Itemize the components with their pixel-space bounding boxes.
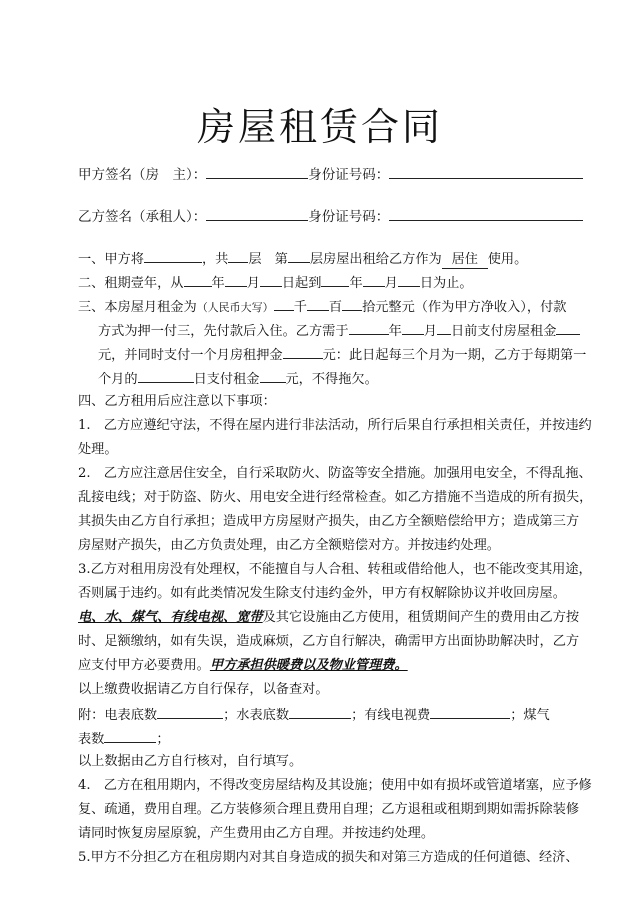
start-day-blank[interactable] xyxy=(260,272,282,287)
rent-tens-blank[interactable] xyxy=(342,296,362,311)
item-3-line-1: 3.乙方对租用房没有处理权，不能擅自与人合租、转租或借给他人，也不能改变其用途， xyxy=(78,562,592,577)
water-meter-blank[interactable] xyxy=(289,704,351,719)
electric-meter-blank[interactable] xyxy=(157,704,223,719)
pay-year-blank[interactable] xyxy=(349,320,389,335)
item-3-line-8: 以上数据由乙方自行核对，自行填写。 xyxy=(78,754,303,769)
item-3-text: 及其它设施由乙方使用，租赁期间产生的费用由乙方按 xyxy=(262,610,580,625)
item-4-line-3: 请同时恢复房屋原貌，产生费用由乙方自理。并按违约处理。 xyxy=(78,826,435,841)
start-year-blank[interactable] xyxy=(184,272,212,287)
clause-3-line-4 xyxy=(98,368,378,390)
clause-3-text: 元，并同时支付一个月房租押金 xyxy=(98,348,283,363)
gas-meter-row xyxy=(78,728,170,750)
item-3-text: 表数 xyxy=(78,732,105,747)
clause-2-text: 年 xyxy=(349,276,363,291)
item-3-text: 附：电表底数 xyxy=(78,708,158,723)
party-b-id-blank[interactable] xyxy=(389,206,583,221)
item-3-text: ； xyxy=(156,732,170,747)
floor-number-blank[interactable] xyxy=(288,248,310,263)
end-day-blank[interactable] xyxy=(398,272,420,287)
clause-3-text: 日前支付房屋租金 xyxy=(450,324,557,339)
clause-3 xyxy=(78,296,566,318)
clause-1-text: 一、甲方将 xyxy=(78,252,144,267)
rent-thousands-blank[interactable] xyxy=(274,296,294,311)
clause-1 xyxy=(78,248,527,270)
item-3-text: ；煤气 xyxy=(510,708,550,723)
clause-2-text: 二、租期壹年，从 xyxy=(78,276,184,291)
clause-3-text: 个月的 xyxy=(98,372,138,387)
clause-1-text: 层 第 xyxy=(248,252,288,267)
start-month-blank[interactable] xyxy=(225,272,247,287)
pay-day-blank[interactable] xyxy=(437,320,451,335)
clause-3-text: 拾元整元（作为甲方净收入），付款 xyxy=(362,300,567,315)
property-address-blank[interactable] xyxy=(144,248,202,263)
usage-value: 居住 xyxy=(442,252,488,269)
item-3-line-2: 否则属于违约。如有此类情况发生除支付违约金外，甲方有权解除协议并收回房屋。 xyxy=(78,586,566,601)
item-3-line-3 xyxy=(78,608,579,628)
party-a-signature-blank[interactable] xyxy=(206,164,308,179)
clause-3-text: 日支付租金 xyxy=(193,372,260,387)
item-2-line-1: 2. 乙方应注意居住安全，自行采取防火、防盗等安全措施。加强用电安全，不得乱拖、 xyxy=(78,466,592,481)
contract-title: 房屋租赁合同 xyxy=(196,105,443,149)
clause-3-text: 元：此日起每三个月为一期，乙方于每期第一 xyxy=(322,348,587,363)
clause-2-text: 日起到 xyxy=(281,276,322,291)
item-3-text: ；水表底数 xyxy=(223,708,290,723)
clause-3-text: 三、本房屋月租金为 xyxy=(78,300,197,315)
item-3-line-4: 时、足额缴纳，如有失误，造成麻烦，乙方自行解决，确需甲方出面协助解决时，乙方 xyxy=(78,634,580,649)
total-floors-blank[interactable] xyxy=(228,248,248,263)
clause-1-text: 使用。 xyxy=(487,252,528,267)
clause-2 xyxy=(78,272,473,294)
clause-2-text: 月 xyxy=(246,276,260,291)
rent-hundreds-blank[interactable] xyxy=(307,296,329,311)
party-b-signature-blank[interactable] xyxy=(206,206,308,221)
clause-3-text: 年 xyxy=(388,324,402,339)
payment-day-blank[interactable] xyxy=(138,368,194,383)
clause-1-text: 层房屋出租给乙方作为 xyxy=(309,252,442,267)
party-b-id-label: 身份证号码： xyxy=(308,209,390,225)
clause-1-text: ，共 xyxy=(201,252,229,267)
payment-amount-blank[interactable] xyxy=(260,368,286,383)
rmb-note: （人民币大写） xyxy=(196,301,274,314)
end-month-blank[interactable] xyxy=(363,272,385,287)
clause-3-line-2 xyxy=(98,320,580,342)
pay-month-blank[interactable] xyxy=(402,320,424,335)
gas-meter-blank[interactable] xyxy=(104,728,156,743)
utilities-emphasis: 电、水、煤气、有线电视、宽带 xyxy=(78,610,263,625)
item-4-line-1: 4. 乙方在租用期内，不得改变房屋结构及其设施；使用中如有损坏或管道堵塞，应予修 xyxy=(78,778,592,793)
item-5-line-1: 5.甲方不分担乙方在租房期内对其自身造成的损失和对第三方造成的任何道德、经济、 xyxy=(78,850,579,865)
end-year-blank[interactable] xyxy=(321,272,349,287)
cable-tv-fee-blank[interactable] xyxy=(430,704,510,719)
clause-3-text: 月 xyxy=(423,324,437,339)
item-1-line-2: 处理。 xyxy=(78,442,118,457)
heating-emphasis: 甲方承担供暖费以及物业管理费。 xyxy=(209,658,408,673)
item-3-text: 应支付甲方必要费用。 xyxy=(78,658,210,673)
item-4-line-2: 复、疏通，费用自理。乙方装修须合理且费用自理；乙方退租或租期到期如需拆除装修 xyxy=(78,802,580,817)
item-3-text: ；有线电视费 xyxy=(351,708,431,723)
clause-4-heading: 四、乙方租用后应注意以下事项： xyxy=(78,394,276,409)
clause-3-text: 元，不得拖欠。 xyxy=(285,372,378,387)
clause-2-text: 年 xyxy=(211,276,225,291)
party-a-label: 甲方签名（房 主）： xyxy=(78,167,207,183)
item-2-line-2: 乱接电线；对于防盗、防火、用电安全进行经常检查。如乙方措施不当造成的所有损失， xyxy=(78,490,593,505)
clause-3-text: 方式为押一付三，先付款后入住。乙方需于 xyxy=(98,324,349,339)
clause-2-text: 日为止。 xyxy=(419,276,473,291)
party-a-id-label: 身份证号码： xyxy=(308,167,390,183)
party-a-id-blank[interactable] xyxy=(389,164,583,179)
item-3-line-6: 以上缴费收据请乙方自行保存，以备查对。 xyxy=(78,682,329,697)
party-b-signature-row xyxy=(78,206,583,227)
clause-2-text: 月 xyxy=(384,276,398,291)
meter-readings-row xyxy=(78,704,550,726)
item-3-line-5 xyxy=(78,656,408,676)
rent-amount-blank[interactable] xyxy=(556,320,580,335)
item-2-line-4: 房屋财产损失，由乙方负责处理，由乙方全额赔偿对方。并按违约处理。 xyxy=(78,538,500,553)
deposit-amount-blank[interactable] xyxy=(283,344,323,359)
clause-3-text: 百 xyxy=(328,300,343,315)
party-a-signature-row xyxy=(78,164,583,185)
item-1-line-1: 1. 乙方应遵纪守法，不得在屋内进行非法活动，所行后果自行承担相关责任，并按违约 xyxy=(78,418,592,433)
item-2-line-3: 其损失由乙方自行承担；造成甲方房屋财产损失，由乙方全额赔偿给甲方；造成第三方 xyxy=(78,514,580,529)
clause-3-line-3 xyxy=(98,344,586,366)
party-b-label: 乙方签名（承租人）： xyxy=(78,209,207,225)
clause-3-text: 千 xyxy=(293,300,307,315)
